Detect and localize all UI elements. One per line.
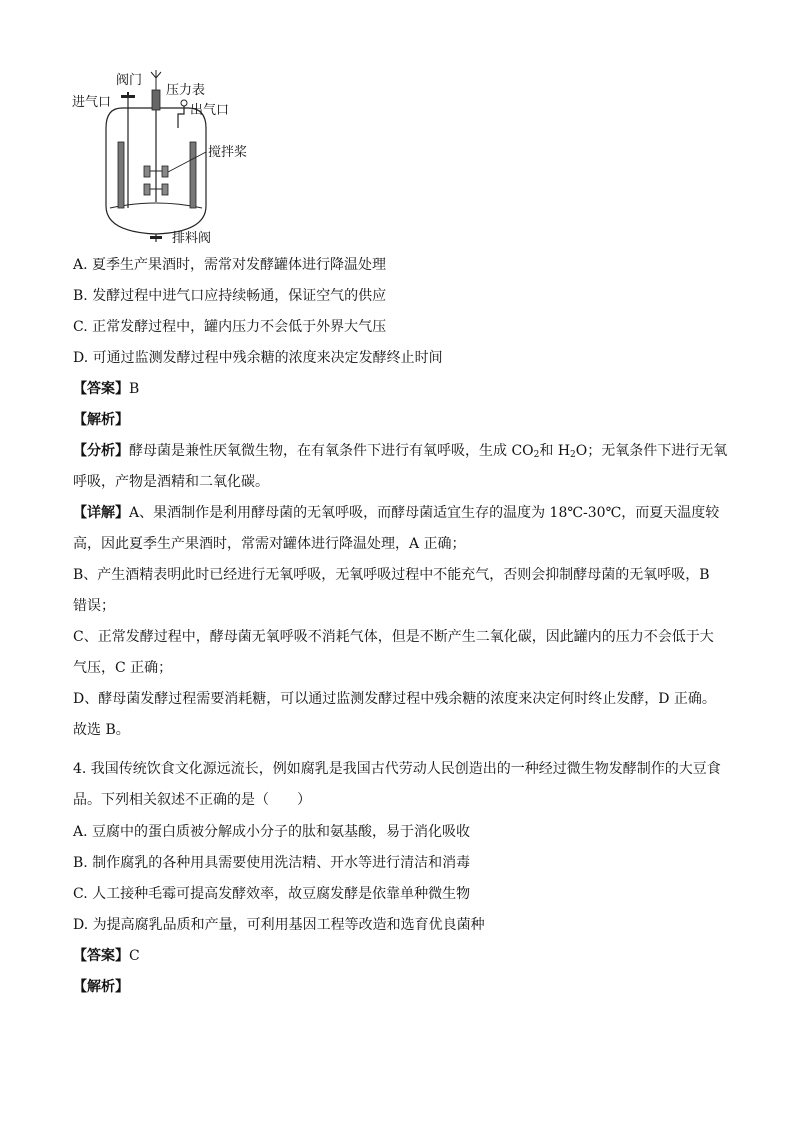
heating-jacket-left (118, 142, 124, 208)
q3-fenxi-line-1: 【分析】酵母菌是兼性厌氧微生物，在有氧条件下进行有氧呼吸，生成 $CO_2$和 $H_2O$；无氧条件下进行无氧 (73, 443, 728, 460)
q3-detail-line-7: D、酵母菌发酵过程需要消耗糖，可以通过监测发酵过程中残余糖的浓度来决定何时终止发酵，D 正确。 (73, 691, 716, 707)
outlet-pipe (178, 106, 184, 128)
label-outlet: 出气口 (190, 103, 230, 118)
q3-detail-line-2: 高，因此夏季生产果酒时，常需对罐体进行降温处理，A 正确； (73, 536, 466, 552)
q3-detail-line-8: 故选 B。 (73, 722, 130, 738)
q4-stem-line-2: 品。下列相关叙述不正确的是（ ） (73, 792, 311, 808)
q4-answer (73, 946, 733, 966)
paddle-3 (144, 184, 150, 195)
paddle-2 (162, 166, 168, 177)
analysis-tag: 【解析】 (73, 412, 129, 428)
q3-option-c: C. 正常发酵过程中，罐内压力不会低于外界大气压 (73, 319, 387, 335)
label-valve: 阀门 (116, 73, 143, 88)
q3-detail-line-5: C、正常发酵过程中，酵母菌无氧呼吸不消耗气体，但是不断产生二氧化碳，因此罐内的压力不会低于大 (73, 629, 714, 645)
detail-tag: 【详解】 (73, 505, 129, 521)
q3-option-d: D. 可通过监测发酵过程中残余糖的浓度来决定发酵终止时间 (73, 350, 443, 366)
q3-fenxi-line-2: 呼吸，产物是酒精和二氧化碳。 (73, 474, 269, 490)
answer-tag: 【答案】 (73, 948, 129, 964)
pressure-gauge (152, 90, 160, 110)
answer-value: C (129, 948, 140, 964)
fenxi-tag: 【分析】 (73, 443, 129, 459)
q4-stem-line-1: 4. 我国传统饮食文化源远流长，例如腐乳是我国古代劳动人民创造出的一种经过微生物发酵制作的大豆食 (73, 761, 721, 777)
label-pressure-gauge: 压力表 (166, 83, 206, 98)
q3-detail-line-1: 【详解】A、果酒制作是利用酵母菌的无氧呼吸，而酵母菌适宜生存的温度为 18℃-30℃，而夏天温度较 (73, 505, 720, 521)
answer-value: B (129, 381, 140, 397)
q4-analysis-heading (73, 977, 733, 997)
q3-option-a: A. 夏季生产果酒时，需常对发酵罐体进行降温处理 (73, 257, 387, 273)
q4-option-b: B. 制作腐乳的各种用具需要使用洗洁精、开水等进行清洁和消毒 (73, 855, 471, 871)
q3-option-b: B. 发酵过程中进气口应持续畅通，保证空气的供应 (73, 288, 387, 304)
heating-jacket-right (190, 142, 196, 208)
answer-tag: 【答案】 (73, 381, 129, 397)
paddle-1 (144, 166, 150, 177)
label-inlet: 进气口 (72, 95, 112, 110)
q3-answer (73, 379, 733, 399)
q3-detail-line-3: B、产生酒精表明此时已经进行无氧呼吸，无氧呼吸过程中不能充气，否则会抑制酵母菌的无氧呼吸，B (73, 567, 710, 583)
label-drain-valve: 排料阀 (172, 231, 212, 246)
q4-option-a: A. 豆腐中的蛋白质被分解成小分子的肽和氨基酸，易于消化吸收 (73, 824, 471, 840)
q4-option-c: C. 人工接种毛霉可提高发酵效率，故豆腐发酵是依靠单种微生物 (73, 886, 471, 902)
q3-detail-line-4: 错误； (73, 598, 115, 614)
analysis-tag: 【解析】 (73, 979, 129, 995)
q4-option-d: D. 为提高腐乳品质和产量，可利用基因工程等改造和选育优良菌种 (73, 917, 485, 933)
paddle-4 (162, 184, 168, 195)
fermenter-diagram (60, 66, 260, 246)
label-stirrer: 搅拌桨 (208, 145, 248, 160)
q3-detail-line-6: 气压，C 正确； (73, 660, 173, 676)
q3-analysis-heading (73, 410, 733, 430)
drain-valve (150, 236, 162, 239)
